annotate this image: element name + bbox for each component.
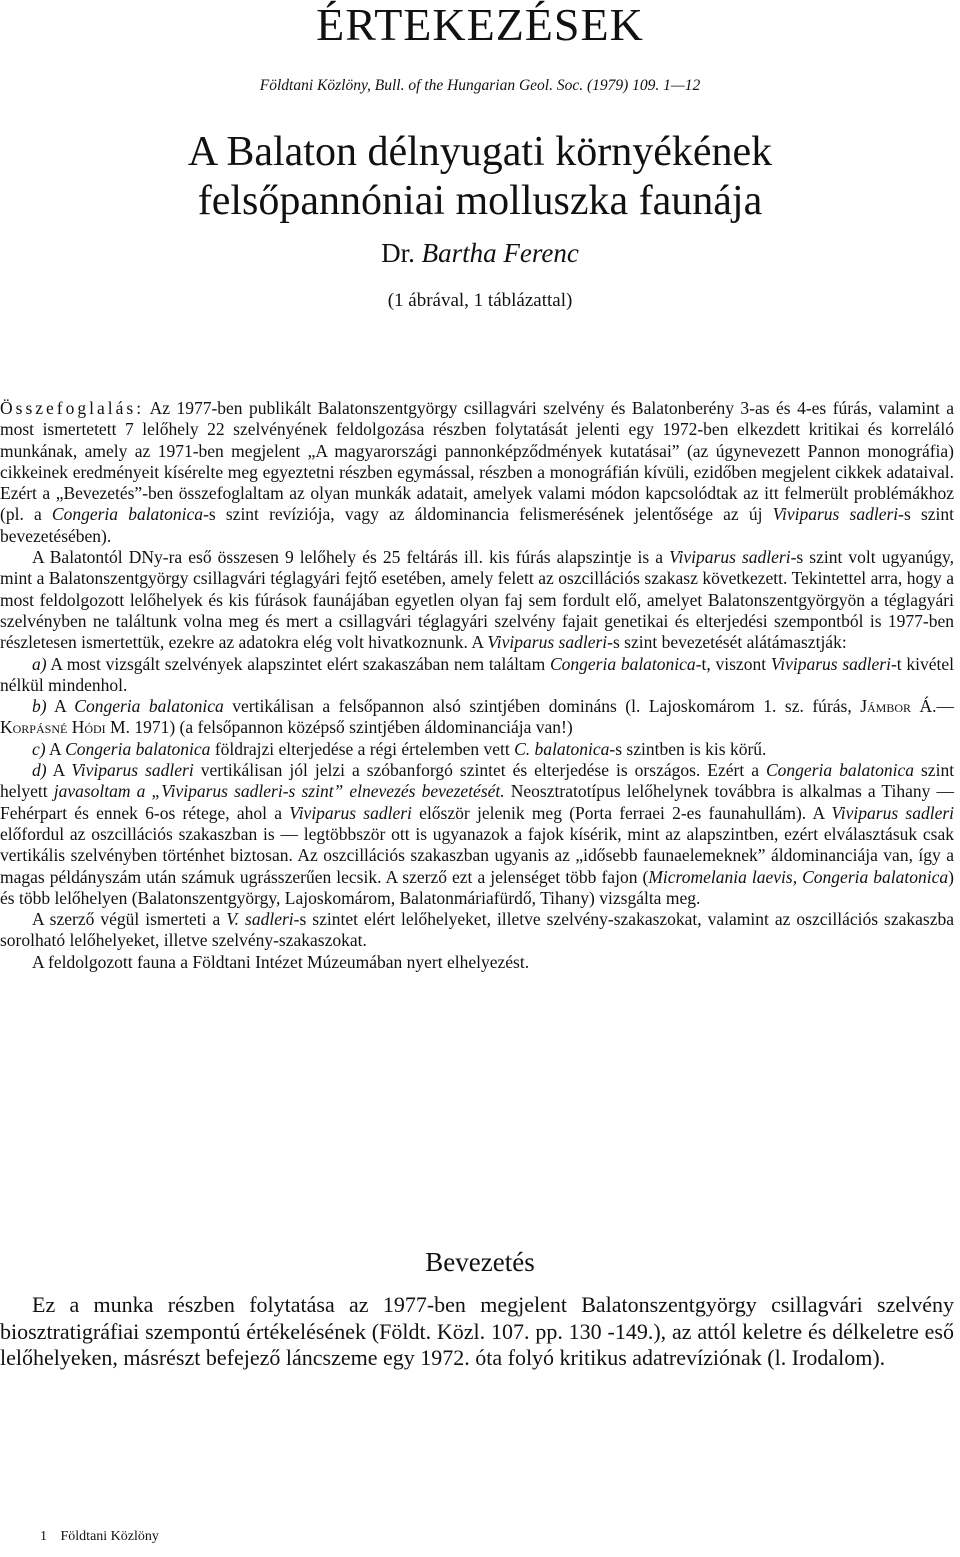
emphasis-text: javasoltam a „Viviparus sadleri-s szint” elnevezés bevezetését.: [53, 781, 505, 802]
abstract-text: vertikálisan jól jelzi a szóbanforgó szintet és elterjedése is országos. Ezért a: [200, 760, 759, 781]
abstract-paragraph-3: [0, 909, 954, 952]
abstract-text: -s szint bevezetésében).: [0, 504, 954, 546]
abstract-text: -s szint revíziója, vagy az áldominancia felismerésének jelentősége az új: [203, 504, 763, 525]
author-prefix: Dr.: [381, 238, 415, 268]
abstract-text: -s szint volt ugyanúgy, mint a Balatonszentgyörgy csillagvári téglagyári fejtő esetében, amely felett az oszcillációs szakasz következett. Tekintettel arra, hogy a most feldolgozott lelőhelyek és kis fúrások faunájában egyetlen olyan faj sem fordult elő, amelyet Balatonszentgyörgyön a téglagyári szelvényben ne találtunk volna meg és mert a csillagvári téglagyári szelvény fajait genetikai és elterjedési szempontból is 1977-ben részletesen ismertettük, ezekre az adatokra elég volt hivatkoznunk. A: [0, 547, 954, 653]
taxon-name: Viviparus sadleri: [831, 802, 955, 823]
page-footer: [40, 1528, 159, 1546]
abstract-paragraph-4: A feldolgozott fauna a Földtani Intézet Múzeumában nyert elhelyezést.: [32, 951, 530, 972]
abstract-text: A szerző végül ismerteti a: [32, 909, 221, 930]
taxon-name: Congeria balatonica: [549, 653, 696, 674]
abstract-text: vertikálisan a felsőpannon alsó szintjében domináns (l. Lajoskomárom 1. sz. fúrás,: [232, 696, 852, 717]
author-line: [0, 238, 960, 268]
abstract-text: -t kivétel nélkül mindenhol.: [0, 653, 955, 695]
author-name: Bartha Ferenc: [421, 238, 579, 268]
abstract-text: -s szintben is kis körű.: [609, 738, 767, 759]
taxon-name: Congeria balatonica: [51, 504, 204, 525]
abstract-text: A Balatontól DNy-ra eső összesen 9 lelőhely és 25 feltárás ill. kis fúrás alapszintje is a: [32, 547, 664, 568]
abstract-item-b: [0, 696, 954, 739]
taxon-name: Congeria balatonica: [766, 760, 914, 781]
abstract-item-c: [0, 739, 954, 760]
abstract-text: előfordul az oszcillációs szakaszban is — legtöbbször ott is ugyanazok a fajok kísérik, mint az alapszintben, ezért elválasztásuk csak vertikális szelvényben történhet biztosan. Az oszcillációs szakaszban ugyanis az „idősebb faunaelemeknek” áldominanciája van, így a magas példányszám után számuk ugrásszerűen lecsik. A szerző ezt a jelenséget több fajon (: [0, 823, 954, 887]
taxon-name: V. sadleri: [226, 909, 294, 930]
title-line-2: felsőpannóniai molluszka faunája: [197, 178, 763, 224]
taxon-name: Viviparus sadleri: [669, 547, 791, 568]
footer-page-number: 1: [40, 1529, 47, 1544]
taxon-name: Congeria balatonica: [65, 738, 211, 759]
figures-note: (1 ábrával, 1 táblázattal): [387, 290, 573, 311]
taxon-name: Congeria balatonica: [74, 696, 224, 717]
abstract-item-a: [0, 654, 954, 697]
abstract-text: -t, viszont: [695, 653, 767, 674]
taxon-name: C. balatonica: [514, 738, 610, 759]
item-label: d): [32, 760, 47, 781]
abstract-text: -s szintet elért lelőhelyeket, illetve szelvény-szakaszokat, valamint az oszcillációs szakaszba sorolható lelőhelyeket, illetve szelvény-szakaszokat.: [0, 909, 955, 951]
abstract-text: földrajzi elterjedése a régi értelemben vett: [214, 738, 510, 759]
abstract-text: A: [49, 738, 61, 759]
taxon-name: Viviparus sadleri: [71, 760, 194, 781]
abstract: [0, 398, 954, 973]
abstract-paragraph-1: [0, 398, 954, 547]
item-label: a): [32, 653, 47, 674]
abstract-text: A: [52, 760, 65, 781]
abstract-text: Neosztratotípus lelőhelynek továbbra is alkalmas a Tihany —Fehérpart és ennek 6-os rétege, ahol a: [0, 781, 954, 823]
abstract-text: szint helyett: [0, 760, 955, 802]
abstract-text: -s szint bevezetését alátámasztják:: [607, 632, 847, 653]
journal-citation: Földtani Közlöny, Bull. of the Hungarian Geol. Soc. (1979) 109. 1—12: [259, 77, 701, 94]
item-label: c): [32, 738, 46, 759]
abstract-text: A most vizsgált szelvények alapszintet elért szakaszában nem találtam: [50, 653, 546, 674]
abstract-text: ) és több lelőhelyen (Balatonszentgyörgy, Lajoskomárom, Balatonmáriafürdő, Tihany) vizsgálta meg.: [0, 866, 954, 908]
intro-heading: Bevezetés: [425, 1247, 535, 1277]
abstract-text: 1971) (a felsőpannon középső szintjében áldominanciája van!): [134, 717, 573, 738]
intro-paragraph: Ez a munka részben folytatása az 1977-ben megjelent Balatonszentgyörgy csillagvári szelvény biosztratigráfiai szempontú értékelésének (Földt. Közl. 107. pp. 130 -149.), az attól keletre és délkeletre eső lelőhelyeken, másrészt befejező láncszeme egy 1972. óta folyó kritikus adatrevíziónak (l. Irodalom).: [0, 1292, 954, 1371]
footer-journal: Földtani Közlöny: [60, 1529, 159, 1544]
article-title: [0, 128, 960, 226]
taxon-name: Viviparus sadleri: [770, 653, 891, 674]
cited-authors: Jámbor Á.—Korpásné Hódi M.: [0, 696, 955, 738]
abstract-text: Az 1977-ben publikált Balatonszentgyörgy csillagvári szelvény és Balatonberény 3-as és 4-es fúrás, valamint a most ismertetett 7 lelőhely 22 szelvényének feldolgozása részben folytatását jelenti egy 1972-ben elkezdett kritikai és korreláló munkának, amely az 1971-ben megjelent „A magyarországi pannonképződmények kutatásai” (az úgynevezett Pannon monográfia) cikkeinek eredményeit kísérelte meg egyeztetni részben egymással, részben a monográfián kívüli, ezidőben megjelent cikkek adataival. Ezért a „Bevezetés”-ben összefoglaltam az olyan munkák adatait, amelyek valami módon kapcsolódtak az itt felmerült problémákhoz (pl. a: [0, 398, 954, 525]
abstract-text: először jelenik meg (Porta ferraei 2-es faunahullám). A: [419, 802, 825, 823]
taxon-name: Viviparus sadleri: [289, 802, 412, 823]
abstract-label: Összefoglalás:: [0, 398, 145, 418]
item-label: b): [32, 696, 47, 717]
taxon-name: Viviparus sadleri: [772, 504, 899, 525]
abstract-item-d: [0, 760, 954, 909]
abstract-paragraph-2: [0, 547, 954, 653]
section-heading: ÉRTEKEZÉSEK: [316, 0, 644, 50]
abstract-text: A: [54, 696, 66, 717]
title-line-1: A Balaton délnyugati környékének: [187, 129, 773, 175]
taxon-name: Viviparus sadleri: [487, 632, 608, 653]
taxon-name: Micromelania laevis, Congeria balatonica: [648, 866, 949, 887]
